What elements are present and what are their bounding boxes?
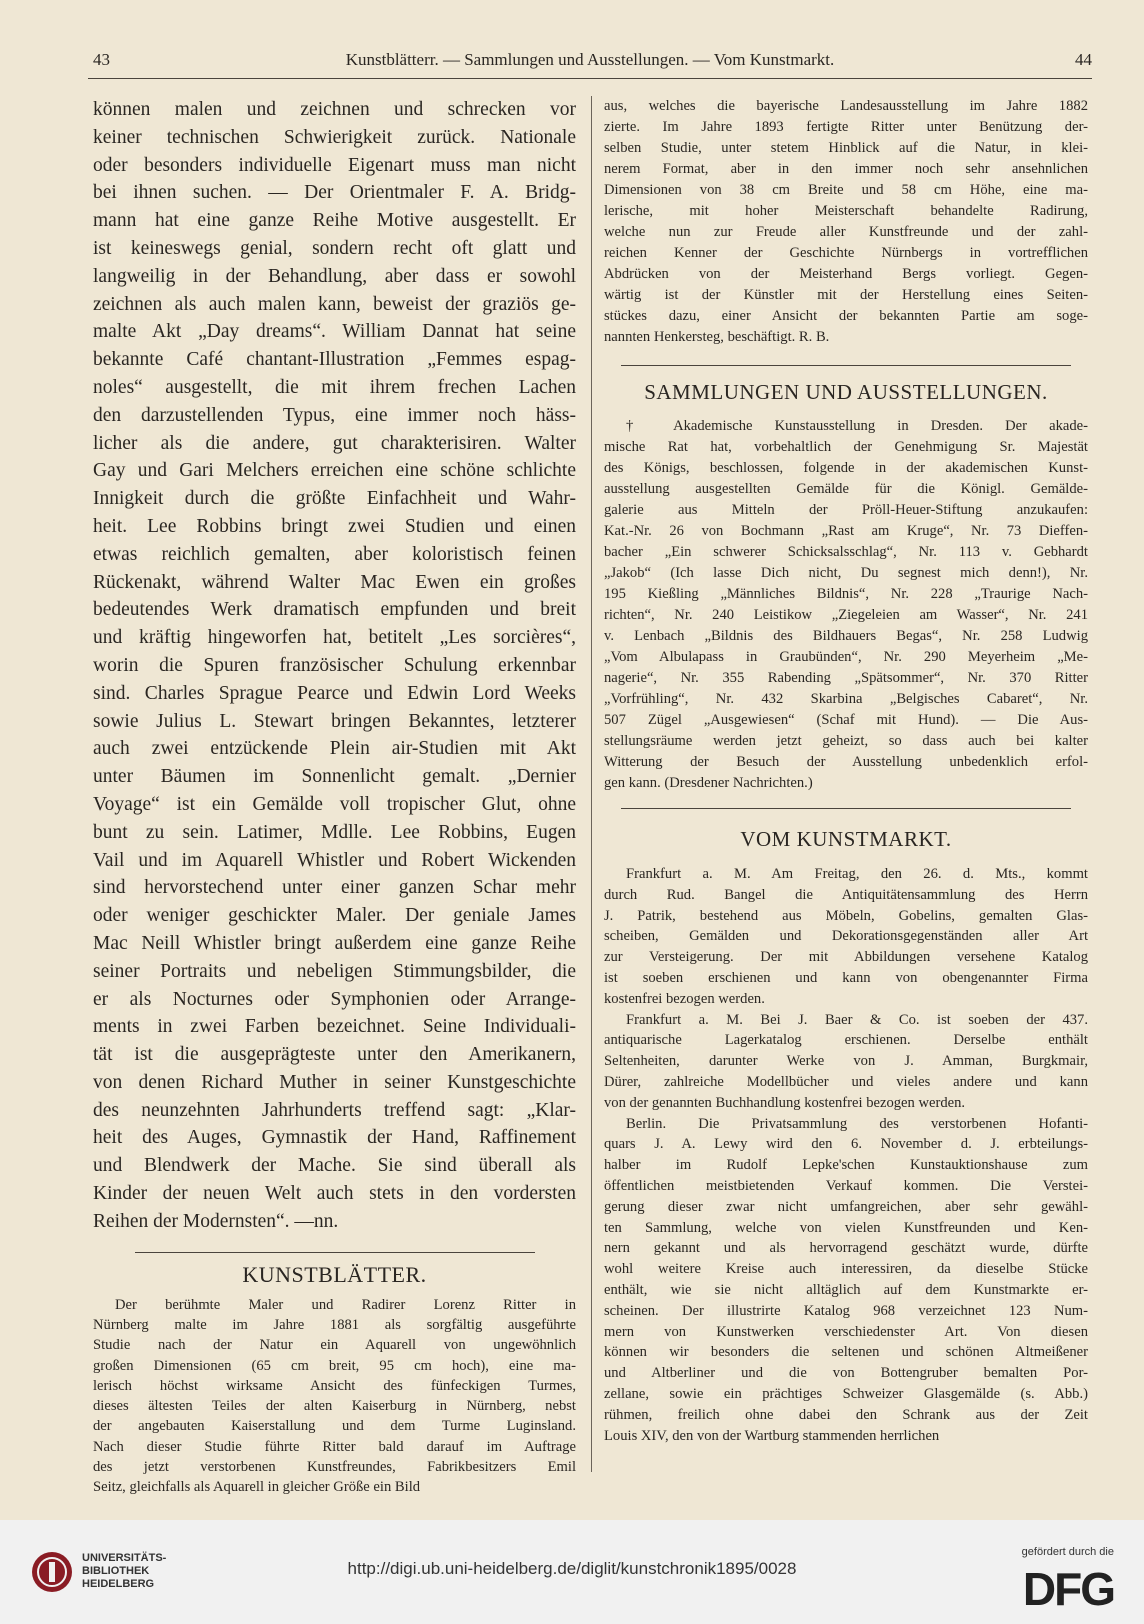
text-line: oder weniger geschickter Maler. Der geniale James <box>93 905 576 927</box>
text-line: nerem Format, aber in den immer noch sehr ansehnlichen <box>604 161 1088 177</box>
text-line: Rückenakt, während Walter Mac Ewen ein großes <box>93 571 576 593</box>
text-line: bacher „Ein schwerer Schicksalsschlag“, Nr. 113 v. Gebhardt <box>604 544 1088 560</box>
text-line: stückes dazu, einer Ansicht der bekannten Partie am soge- <box>604 308 1088 324</box>
section-rule <box>135 1252 535 1253</box>
text-line: seiner Portraits und nebeligen Stimmungsbilder, die <box>93 960 576 982</box>
text-line: gerung dieser zwar nicht umfangreichen, aber sehr gewähl- <box>604 1198 1088 1215</box>
text-line: ten Sammlung, welche von vielen Kunstfreunden und Ken- <box>604 1219 1088 1236</box>
text-line: Nach dieser Studie führte Ritter bald darauf im Auftrage <box>93 1438 576 1455</box>
text-line: zeichnen als auch malen kann, beweist der graziös ge- <box>93 293 576 315</box>
text-line: gen kann. (Dresdener Nachrichten.) <box>604 775 813 791</box>
text-line: reichen Kenner der Geschichte Nürnbergs in vortrefflichen <box>604 245 1088 261</box>
text-line: heit. Lee Robbins bringt zwei Studien und einen <box>93 515 576 537</box>
text-line: 195 Kießling „Männliches Bildnis“, Nr. 228 „Traurige Nach- <box>604 586 1088 602</box>
text-line: wohl weitere Kreise auch interessiren, da dieselbe Stücke <box>604 1261 1088 1278</box>
text-line: nern gekannt und als hervorragend geschätzt wurde, dürfte <box>604 1240 1088 1257</box>
text-line: unter Bäumen im Sonnenlicht gemalt. „Dernier <box>93 766 576 788</box>
text-line: Dimensionen von 38 cm Breite und 58 cm Höhe, eine ma- <box>604 182 1088 198</box>
text-line: halber im Rudolf Lepke'schen Kunstauktionshause zum <box>604 1157 1088 1174</box>
text-line: Studie nach der Natur ein Aquarell von ungewöhnlich <box>93 1337 576 1354</box>
dfg-logo: DFG <box>1022 1563 1114 1615</box>
text-line: welche nun zur Freude aller Kunstfreunde und der zahl- <box>604 224 1088 240</box>
text-line: Nürnberg malte im Jahre 1881 als sorgfältig ausgeführte <box>93 1316 576 1333</box>
text-line: heit des Auges, Gymnastik der Hand, Raffinement <box>93 1127 576 1149</box>
text-line: der angebauten Kaiserstallung und dem Turme Luginsland. <box>93 1418 576 1435</box>
section-title-kunstblaetter: KUNSTBLÄTTER. <box>242 1261 427 1287</box>
text-line: des Königs, beschlossen, folgende in der akademischen Kunst- <box>604 460 1088 476</box>
page-number-right: 44 <box>1075 50 1092 69</box>
text-line: J. Patrik, bestehend aus Möbeln, Gobelins, gemalten Glas- <box>604 907 1088 924</box>
header-rule <box>88 78 1092 79</box>
text-line: ist soeben erschienen und kann von obengenannter Firma <box>604 969 1088 986</box>
logo-line: BIBLIOTHEK <box>82 1565 150 1577</box>
text-line: ist keineswegs genial, sondern recht oft glatt und <box>93 237 576 259</box>
text-line: Vail und im Aquarell Whistler und Robert Wickenden <box>93 849 576 871</box>
text-line: Gay und Gari Melchers erreichen eine schöne schlichte <box>93 460 576 482</box>
text-line: „Vom Albulapass in Graubünden“, Nr. 290 Meyerheim „Me- <box>604 649 1088 665</box>
running-header <box>88 50 1092 76</box>
text-line: bekannte Café chantant-Illustration „Femmes espag- <box>93 349 576 371</box>
text-line: können wir besonders die seltenen und schönen Altmeißener <box>604 1344 1088 1361</box>
text-line: selben Studie, unter stetem Hinblick auf die Natur, in klei- <box>604 140 1088 156</box>
right-column <box>604 96 1088 1446</box>
text-line: enthält, wie sie nicht alltäglich auf dem Kunstmarkte er- <box>604 1281 1088 1298</box>
text-line: kostenfrei bezogen werden. <box>604 990 765 1007</box>
text-line: wärtig ist der Künstler mit der Herstellung eines Seiten- <box>604 287 1088 303</box>
text-line: scheinen. Der illustrirte Katalog 968 verzeichnet 123 Num- <box>604 1302 1088 1319</box>
text-line: † Akademische Kunstausstellung in Dresden. Der akade- <box>626 418 1088 434</box>
text-line: mische Rat hat, vorbehaltlich der Genehmigung Sr. Majestät <box>604 439 1088 455</box>
text-line: bei ihnen suchen. — Der Orientmaler F. A. Bridg- <box>93 182 576 204</box>
text-line: worin die Spuren französischer Schulung erkennbar <box>93 654 576 676</box>
text-line: nannten Henkersteg, beschäftigt. R. B. <box>604 329 830 345</box>
text-line: des neunzehnten Jahrhunderts treffend sagt: „Klar- <box>93 1099 576 1121</box>
section-rule <box>621 365 1071 366</box>
sammlungen-text <box>604 416 1088 794</box>
left-column <box>93 96 576 1498</box>
text-line: zellane, sowie ein prächtiges Schweizer Glasgemälde (s. Abb.) <box>604 1385 1088 1402</box>
funded-by-caption: gefördert durch die <box>1021 1546 1114 1558</box>
kunstblaetter-text <box>93 1295 576 1498</box>
text-line: Frankfurt a. M. Am Freitag, den 26. d. Mts., kommt <box>626 866 1088 882</box>
text-line: 507 Zügel „Ausgewiesen“ (Schaf mit Hund). — Die Aus- <box>604 712 1088 728</box>
text-line: rühmen, freilich ohne dabei den Schrank aus der Zeit <box>604 1406 1088 1423</box>
text-line: aus, welches die bayerische Landesausstellung im Jahre 1882 <box>604 98 1088 114</box>
text-line: und Blendwerk der Mache. Sie sind überall als <box>93 1155 576 1177</box>
text-line: öffentlichen meistbietenden Verkauf kommen. Die Verstei- <box>604 1177 1088 1194</box>
text-line: bedeutendes Werk dramatisch empfunden und breit <box>93 599 576 621</box>
kunstmarkt-text <box>604 864 1088 1446</box>
text-line: sind. Charles Sprague Pearce und Edwin Lord Weeks <box>93 682 576 704</box>
footer-bar <box>0 1520 1144 1624</box>
text-line: den darzustellenden Typus, eine immer noch häss- <box>93 404 576 426</box>
text-line: „Jakob“ (Ich lasse Dich nicht, Du segnest mich denn!), Nr. <box>604 565 1088 581</box>
text-line: des jetzt verstorbenen Kunstfreundes, Fabrikbesitzers Emil <box>93 1459 576 1476</box>
text-line: noles“ ausgestellt, die mit ihrem frechen Lachen <box>93 376 576 398</box>
text-line: nagerie“, Nr. 355 Rabending „Spätsommer“, Nr. 370 Ritter <box>604 670 1088 686</box>
text-line: Kat.-Nr. 26 von Bochmann „Rast am Kruge“, Nr. 73 Dieffen- <box>604 523 1088 539</box>
text-line: Berlin. Die Privatsammlung des verstorbenen Hofanti- <box>626 1115 1088 1132</box>
text-line: von denen Richard Muther in seiner Kunstgeschichte <box>93 1071 576 1093</box>
text-line: zur Versteigerung. Der mit Abbildungen versehene Katalog <box>604 949 1088 966</box>
text-line: oder besonders individuelle Eigenart muss man nicht <box>93 154 576 176</box>
text-line: von der genannten Buchhandlung kostenfrei bezogen werden. <box>604 1094 966 1111</box>
text-line: Reihen der Modernsten“. —nn. <box>93 1210 339 1232</box>
text-line: sowie Julius L. Stewart bringen Bekanntes, letzterer <box>93 710 576 732</box>
text-line: Kinder der neuen Welt auch stets in den vordersten <box>93 1183 576 1205</box>
text-line: langweilig in der Behandlung, aber dass er sowohl <box>93 265 576 287</box>
text-line: Seltenheiten, darunter Werke von J. Amman, Burgkmair, <box>604 1053 1088 1070</box>
right-top-text <box>604 96 1088 348</box>
text-line: durch Rud. Bangel die Antiquitätensammlung des Herrn <box>604 886 1088 903</box>
text-line: galerie aus Mitteln der Pröll-Heuer-Stiftung anzukaufen: <box>604 502 1088 518</box>
text-line: tät ist die ausgeprägteste unter den Amerikanern, <box>93 1044 576 1066</box>
text-line: können malen und zeichnen und schrecken vor <box>93 99 576 120</box>
text-line: dieses ältesten Teiles der alten Kaiserburg in Nürnberg, nebst <box>93 1398 576 1415</box>
text-line: Frankfurt a. M. Bei J. Baer & Co. ist soeben der 437. <box>626 1011 1088 1028</box>
text-line: quars J. A. Lewy wird den 6. November d. J. erbteilungs- <box>604 1136 1088 1153</box>
text-line: Innigkeit durch die größte Einfachheit und Wahr- <box>93 488 576 510</box>
text-line: richten“, Nr. 240 Leistikow „Ziegeleien am Wasser“, Nr. 241 <box>604 607 1088 623</box>
text-line: Der berühmte Maler und Radirer Lorenz Ritter in <box>115 1296 576 1313</box>
column-divider <box>591 96 592 1472</box>
text-line: sind hervorstechend unter einer ganzen Schar mehr <box>93 877 576 899</box>
text-line: er als Nocturnes oder Symphonien oder Arrange- <box>93 988 576 1010</box>
logo-line: HEIDELBERG <box>82 1578 155 1590</box>
text-line: Dürer, zahlreiche Modellbücher und vieles andere und kann <box>604 1073 1088 1090</box>
running-title: Kunstblätterr. — Sammlungen und Ausstellungen. — Vom Kunstmarkt. <box>345 50 835 69</box>
source-url[interactable]: http://digi.ub.uni-heidelberg.de/diglit/kunstchronik1895/0028 <box>347 1559 797 1578</box>
text-line: mann hat eine ganze Reihe Motive ausgestellt. Er <box>93 210 576 232</box>
text-line: scheiben, Gemälden und Dekorationsgegenständen aller Art <box>604 928 1088 945</box>
text-line: großen Dimensionen (65 cm breit, 95 cm hoch), eine ma- <box>93 1357 576 1374</box>
text-line: keiner technischen Schwierigkeit zurück. Nationale <box>93 126 576 148</box>
text-line: bunt zu sein. Latimer, Mdlle. Lee Robbins, Eugen <box>93 821 576 843</box>
text-line: malte Akt „Day dreams“. William Dannat hat seine <box>93 321 576 343</box>
text-line: zierte. Im Jahre 1893 fertigte Ritter unter Benützung der- <box>604 119 1088 135</box>
text-line: Seitz, gleichfalls als Aquarell in gleicher Größe ein Bild <box>93 1479 421 1496</box>
text-line: licher als die andere, gut charakterisiren. Walter <box>93 432 576 454</box>
text-line: auch zwei entzückende Plein air-Studien mit Akt <box>93 738 576 760</box>
text-line: Louis XIV, den von der Wartburg stammenden herrlichen <box>604 1427 940 1444</box>
text-line: lerisch höchst wirksame Ansicht des fünfeckigen Turmes, <box>93 1377 576 1394</box>
section-title-kunstmarkt: VOM KUNSTMARKT. <box>740 827 952 851</box>
text-line: „Vorfrühling“, Nr. 432 Skarbina „Belgisches Cabaret“, Nr. <box>604 691 1088 707</box>
section-title-sammlungen: SAMMLUNGEN UND AUSSTELLUNGEN. <box>644 380 1048 404</box>
page-number-left: 43 <box>93 50 110 69</box>
text-line: ausstellung ausgestellten Gemälde für die Königl. Gemälde- <box>604 481 1088 497</box>
section-rule <box>621 808 1071 809</box>
text-line: lerische, mit hoher Meisterschaft behandelte Radirung, <box>604 203 1088 219</box>
text-line: Witterung der Besuch der Ausstellung unbedenklich erfol- <box>604 754 1088 770</box>
logo-line: UNIVERSITÄTS- <box>82 1552 167 1564</box>
left-main-text <box>93 96 576 1236</box>
text-line: etwas reichlich gemalten, aber koloristisch feinen <box>93 543 576 565</box>
text-line: Abdrücken von der Meisterhand Bergs vorliegt. Gegen- <box>604 266 1088 282</box>
text-line: Mac Neill Whistler bringt außerdem eine ganze Reihe <box>93 932 576 954</box>
text-line: ments in zwei Farben bezeichnet. Seine Individuali- <box>93 1016 576 1038</box>
text-line: und kräftig hingeworfen hat, betitelt „Les sorcières“, <box>93 627 576 649</box>
text-line: antiquarische Lagerkatalog erschienen. Derselbe enthält <box>604 1032 1088 1049</box>
text-line: mern von Kunstwerken verschiedenster Art. Von diesen <box>604 1323 1088 1340</box>
text-line: und Altberliner und die von Bottengruber bemalten Por- <box>604 1365 1088 1382</box>
text-line: stellungsräume werden jetzt geheizt, so dass auch bei kalter <box>604 733 1088 749</box>
text-line: Voyage“ ist ein Gemälde voll tropischer Glut, ohne <box>93 793 576 815</box>
text-line: v. Lenbach „Bildnis des Bildhauers Begas“, Nr. 258 Ludwig <box>604 628 1088 644</box>
